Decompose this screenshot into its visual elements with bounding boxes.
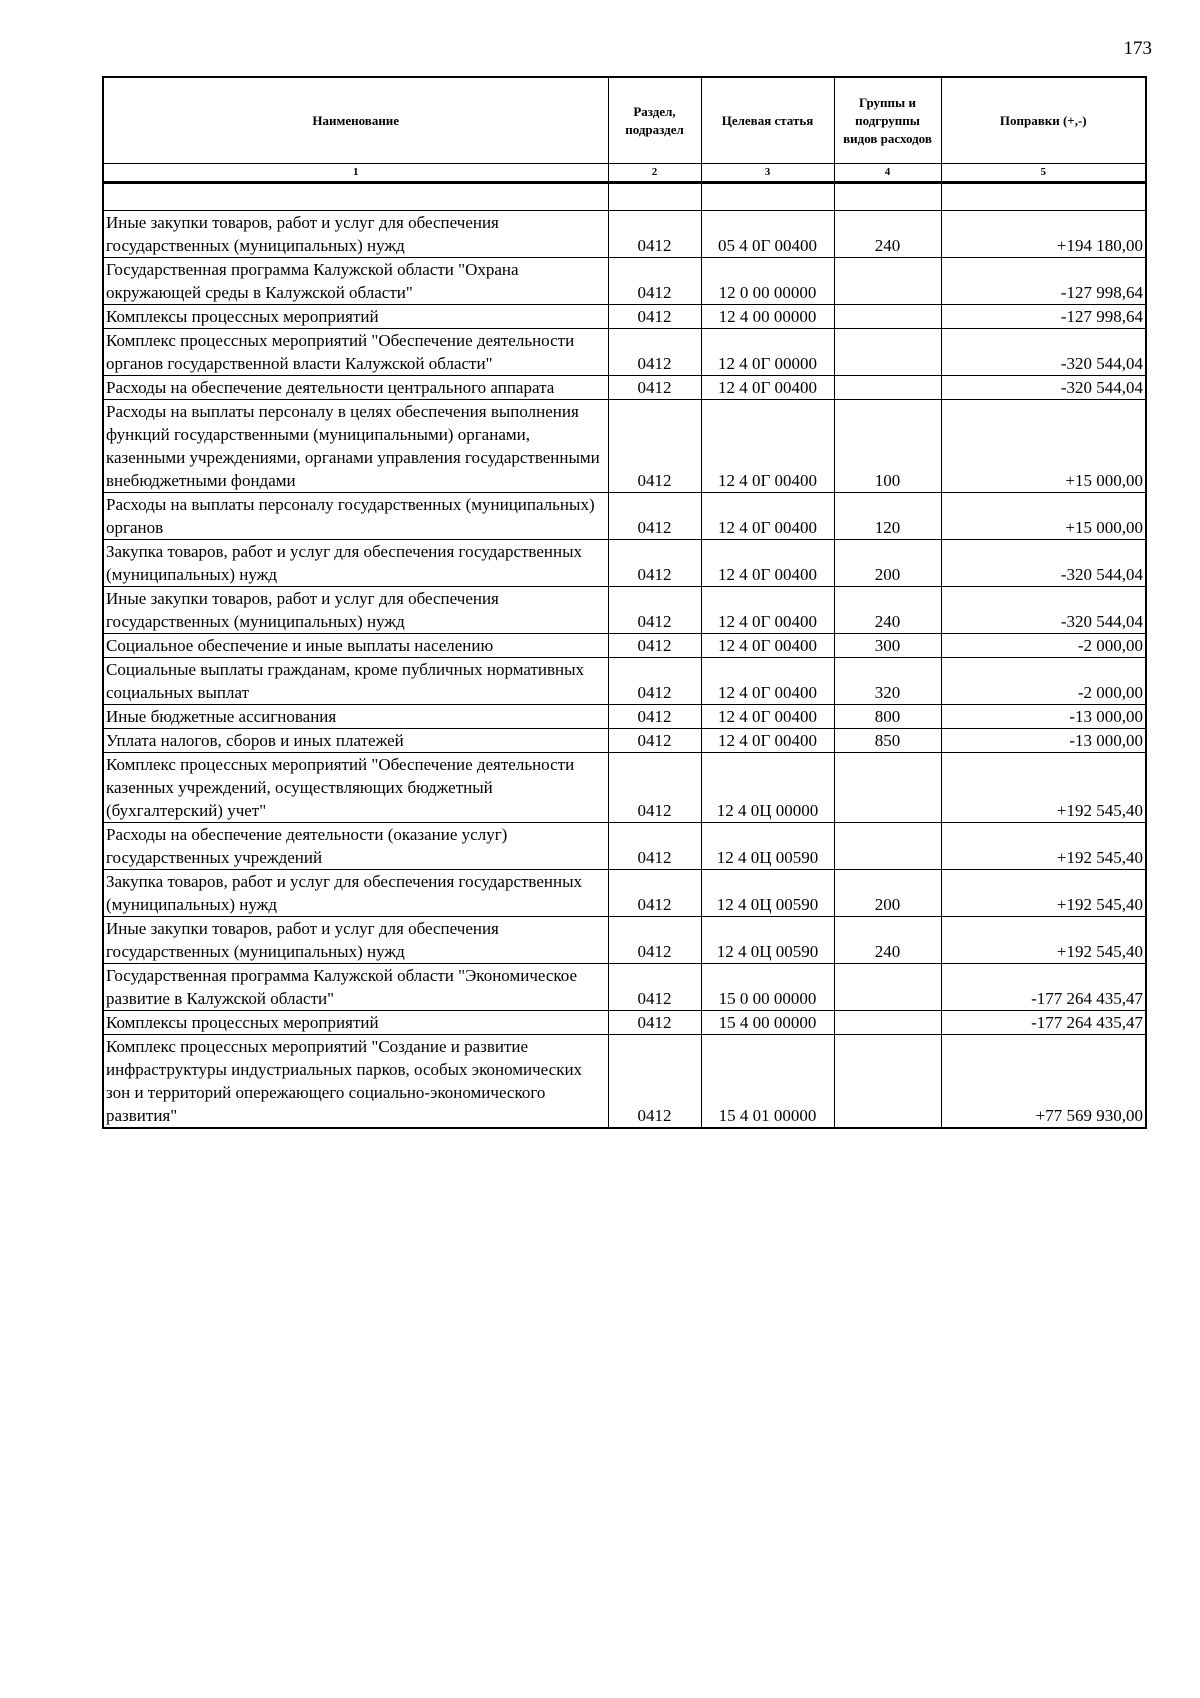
row-article: 12 4 0Г 00400 [701,587,834,634]
row-amount: -320 544,04 [941,329,1146,376]
row-group: 850 [834,729,941,753]
row-name: Комплекс процессных мероприятий "Создание и развитие инфраструктуры индустриальных парков, особых экономических зон и территорий опережающего социально-экономического развития" [103,1035,608,1129]
table-row [103,1035,1146,1129]
row-article: 12 4 0Г 00400 [701,705,834,729]
row-group: 240 [834,587,941,634]
row-group [834,964,941,1011]
row-article: 12 4 00 00000 [701,305,834,329]
spacer-row [103,183,1146,211]
row-section: 0412 [608,211,701,258]
row-section: 0412 [608,634,701,658]
page-number: 173 [1123,38,1152,59]
row-article: 12 4 0Г 00000 [701,329,834,376]
row-section: 0412 [608,400,701,493]
table-row [103,729,1146,753]
row-article: 12 4 0Г 00400 [701,540,834,587]
row-section: 0412 [608,329,701,376]
row-name: Иные закупки товаров, работ и услуг для обеспечения государственных (муниципальных) нужд [103,211,608,258]
table-row [103,964,1146,1011]
row-name: Иные закупки товаров, работ и услуг для обеспечения государственных (муниципальных) нужд [103,587,608,634]
table-row [103,1011,1146,1035]
row-name: Расходы на обеспечение деятельности (оказание услуг) государственных учреждений [103,823,608,870]
row-article: 12 4 0Г 00400 [701,634,834,658]
table-row [103,917,1146,964]
row-section: 0412 [608,1011,701,1035]
row-name: Комплексы процессных мероприятий [103,1011,608,1035]
header-amount: Поправки (+,-) [941,77,1146,164]
row-amount: -127 998,64 [941,305,1146,329]
row-article: 12 4 0Ц 00590 [701,870,834,917]
table-row [103,587,1146,634]
table-row [103,376,1146,400]
table-row [103,658,1146,705]
row-article: 15 4 01 00000 [701,1035,834,1129]
row-group: 320 [834,658,941,705]
row-amount: +15 000,00 [941,400,1146,493]
row-name: Социальное обеспечение и иные выплаты населению [103,634,608,658]
table-row [103,823,1146,870]
row-article: 12 4 0Ц 00590 [701,823,834,870]
row-group [834,305,941,329]
row-section: 0412 [608,1035,701,1129]
row-article: 15 0 00 00000 [701,964,834,1011]
row-amount: +194 180,00 [941,211,1146,258]
table-row [103,400,1146,493]
row-article: 12 4 0Г 00400 [701,493,834,540]
row-group: 800 [834,705,941,729]
row-name: Государственная программа Калужской области "Экономическое развитие в Калужской области" [103,964,608,1011]
row-group: 240 [834,917,941,964]
row-section: 0412 [608,658,701,705]
row-group [834,329,941,376]
row-article: 12 4 0Ц 00000 [701,753,834,823]
row-group: 100 [834,400,941,493]
table-row [103,305,1146,329]
row-amount: +192 545,40 [941,917,1146,964]
row-amount: +192 545,40 [941,870,1146,917]
row-amount: -320 544,04 [941,587,1146,634]
row-group [834,823,941,870]
budget-amendments-table [102,76,1147,1129]
row-name: Комплекс процессных мероприятий "Обеспечение деятельности органов государственной власти Калужской области" [103,329,608,376]
row-group [834,376,941,400]
row-name: Закупка товаров, работ и услуг для обеспечения государственных (муниципальных) нужд [103,870,608,917]
row-name: Государственная программа Калужской области "Охрана окружающей среды в Калужской области" [103,258,608,305]
header-row [103,77,1146,164]
row-name: Закупка товаров, работ и услуг для обеспечения государственных (муниципальных) нужд [103,540,608,587]
table-row [103,870,1146,917]
row-name: Расходы на выплаты персоналу в целях обеспечения выполнения функций государственными (муниципальными) органами, казенными учреждениями, органами управления государственными внебюджетными фондами [103,400,608,493]
table-row [103,540,1146,587]
column-number: 2 [608,164,701,183]
row-section: 0412 [608,753,701,823]
header-section: Раздел, подраздел [608,77,701,164]
row-section: 0412 [608,964,701,1011]
header-name: Наименование [103,77,608,164]
row-section: 0412 [608,917,701,964]
row-section: 0412 [608,305,701,329]
row-section: 0412 [608,493,701,540]
row-article: 12 4 0Г 00400 [701,400,834,493]
row-name: Расходы на выплаты персоналу государственных (муниципальных) органов [103,493,608,540]
row-section: 0412 [608,376,701,400]
row-amount: -2 000,00 [941,634,1146,658]
row-name: Социальные выплаты гражданам, кроме публичных нормативных социальных выплат [103,658,608,705]
row-name: Комплексы процессных мероприятий [103,305,608,329]
row-amount: -320 544,04 [941,540,1146,587]
column-number: 4 [834,164,941,183]
table-row [103,329,1146,376]
row-amount: -127 998,64 [941,258,1146,305]
table-row [103,634,1146,658]
column-number: 3 [701,164,834,183]
row-group [834,258,941,305]
row-section: 0412 [608,705,701,729]
row-name: Уплата налогов, сборов и иных платежей [103,729,608,753]
row-section: 0412 [608,823,701,870]
table-row [103,258,1146,305]
row-section: 0412 [608,870,701,917]
row-group: 300 [834,634,941,658]
row-amount: -13 000,00 [941,729,1146,753]
row-article: 12 4 0Г 00400 [701,376,834,400]
row-amount: +192 545,40 [941,753,1146,823]
row-name: Расходы на обеспечение деятельности центрального аппарата [103,376,608,400]
row-section: 0412 [608,729,701,753]
row-article: 15 4 00 00000 [701,1011,834,1035]
row-section: 0412 [608,258,701,305]
row-group [834,1011,941,1035]
row-section: 0412 [608,540,701,587]
row-amount: +77 569 930,00 [941,1035,1146,1129]
row-group [834,753,941,823]
row-group: 240 [834,211,941,258]
table-row [103,705,1146,729]
row-article: 05 4 0Г 00400 [701,211,834,258]
row-amount: -320 544,04 [941,376,1146,400]
table-row [103,753,1146,823]
row-name: Комплекс процессных мероприятий "Обеспечение деятельности казенных учреждений, осуществляющих бюджетный (бухгалтерский) учет" [103,753,608,823]
row-amount: -13 000,00 [941,705,1146,729]
column-number: 1 [103,164,608,183]
row-article: 12 4 0Ц 00590 [701,917,834,964]
column-number-row [103,164,1146,183]
row-section: 0412 [608,587,701,634]
row-group: 120 [834,493,941,540]
header-groups: Группы и подгруппы видов расходов [834,77,941,164]
row-article: 12 0 00 00000 [701,258,834,305]
row-amount: -177 264 435,47 [941,1011,1146,1035]
row-amount: -177 264 435,47 [941,964,1146,1011]
row-group: 200 [834,870,941,917]
row-article: 12 4 0Г 00400 [701,729,834,753]
row-amount: +192 545,40 [941,823,1146,870]
row-amount: -2 000,00 [941,658,1146,705]
row-group [834,1035,941,1129]
column-number: 5 [941,164,1146,183]
table-row [103,493,1146,540]
row-group: 200 [834,540,941,587]
row-name: Иные бюджетные ассигнования [103,705,608,729]
header-article: Целевая статья [701,77,834,164]
row-name: Иные закупки товаров, работ и услуг для обеспечения государственных (муниципальных) нужд [103,917,608,964]
table-row [103,211,1146,258]
row-article: 12 4 0Г 00400 [701,658,834,705]
row-amount: +15 000,00 [941,493,1146,540]
